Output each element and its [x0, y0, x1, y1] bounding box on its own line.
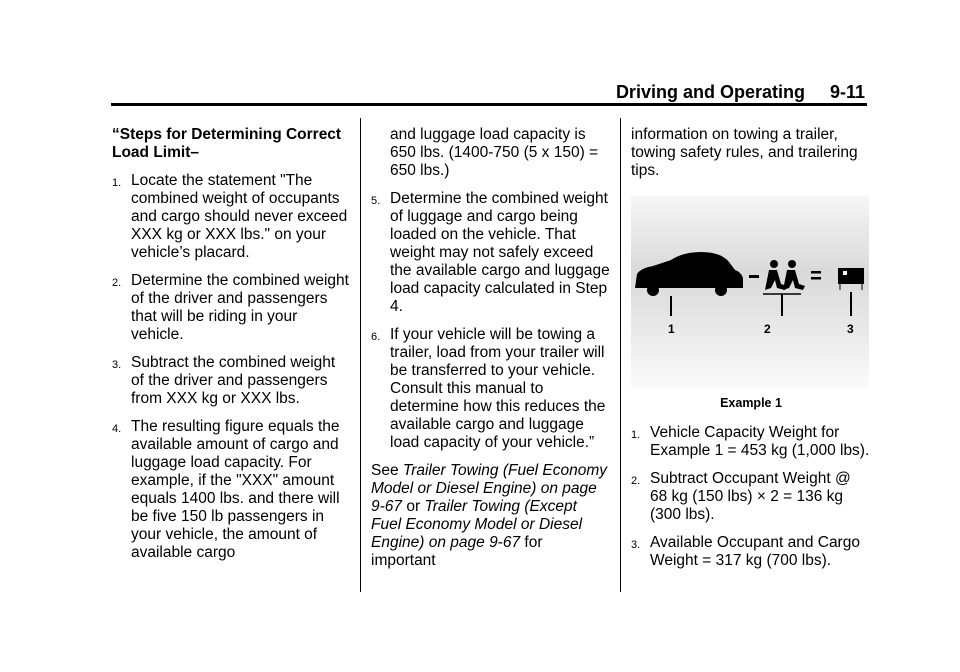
equals-sign [811, 271, 821, 280]
item-text: Locate the statement "The combined weight of occupants and cargo should never exceed XXX kg or XXX lbs." on your vehicle’s placard. [131, 172, 348, 261]
steps-list [112, 172, 352, 562]
figure-label: 1 [668, 322, 675, 336]
column-2 [371, 126, 611, 580]
see-reference [371, 462, 611, 570]
cross-reference-link[interactable]: Trailer Towing (Fuel Economy Model or Diesel Engine) on page 9-67 [371, 462, 608, 515]
item-text: Determine the combined weight of luggage and cargo being loaded on the vehicle. That weight may not safely exceed the available cargo and luggage load capacity calculated in Step 4. [390, 190, 610, 315]
continued-text: information on towing a trailer, towing safety rules, and trailering tips. [631, 126, 858, 179]
column-divider [360, 118, 361, 592]
item-text: Available Occupant and Cargo Weight = 317 kg (700 lbs). [650, 534, 860, 569]
list-item [112, 272, 352, 344]
section-heading: “Steps for Determining Correct Load Limit– [112, 126, 342, 161]
list-item [112, 172, 352, 262]
see-suffix: for important [371, 534, 543, 569]
cargo-icon [838, 268, 864, 316]
minus-sign [749, 275, 759, 278]
vehicle-icon [635, 252, 743, 316]
list-item [112, 354, 352, 408]
item-number: 5. [371, 195, 381, 207]
item-text: If your vehicle will be towing a trailer, load from your trailer will be transferred to your vehicle. Consult this manual to determine how this reduces the available cargo and luggage load capacity of your vehicle.” [390, 326, 606, 451]
column-divider [620, 118, 621, 592]
load-example-figure [631, 196, 869, 388]
example-list [631, 424, 871, 570]
item-text: Vehicle Capacity Weight for Example 1 = 453 kg (1,000 lbs). [650, 424, 870, 459]
item-number: 3. [112, 359, 122, 371]
continued-text: and luggage load capacity is 650 lbs. (1400-750 (5 x 150) = 650 lbs.) [390, 126, 599, 179]
cross-reference-link[interactable]: Trailer Towing (Except Fuel Economy Model or Diesel Engine) on page 9-67 [371, 498, 583, 551]
item-number: 1. [112, 177, 122, 189]
list-item [631, 470, 871, 524]
item-number: 2. [112, 277, 122, 289]
occupants-icon [763, 260, 805, 316]
page-title: Driving and Operating 9-11 [615, 82, 865, 102]
see-middle: or [402, 498, 425, 515]
list-item [371, 190, 611, 316]
item-number: 1. [631, 429, 641, 441]
list-item [631, 534, 871, 570]
item-text: Subtract the combined weight of the driver and passengers from XXX kg or XXX lbs. [131, 354, 336, 407]
item-text: The resulting figure equals the available amount of cargo and luggage load capacity. For example, if the "XXX" amount equals 1400 lbs. and there will be five 150 lb passengers in your vehicle, the amount of available cargo [131, 418, 340, 561]
list-item [371, 326, 611, 452]
header-rule [111, 103, 867, 106]
figure-label: 3 [847, 322, 854, 336]
item-number: 3. [631, 539, 641, 551]
list-item [631, 424, 871, 460]
item-number: 6. [371, 331, 381, 343]
item-text: Determine the combined weight of the driver and passengers that will be riding in your vehicle. [131, 272, 349, 343]
figure-illustration [631, 196, 869, 388]
list-item [112, 418, 352, 562]
see-prefix: See [371, 462, 403, 479]
figure-caption: Example 1 [720, 396, 782, 410]
column-1 [112, 126, 352, 572]
column-3 [631, 126, 871, 580]
figure-label: 2 [764, 322, 771, 336]
item-number: 2. [631, 475, 641, 487]
item-text: Subtract Occupant Weight @ 68 kg (150 lbs) × 2 = 136 kg (300 lbs). [650, 470, 851, 523]
steps-list [371, 190, 611, 452]
item-number: 4. [112, 423, 122, 435]
